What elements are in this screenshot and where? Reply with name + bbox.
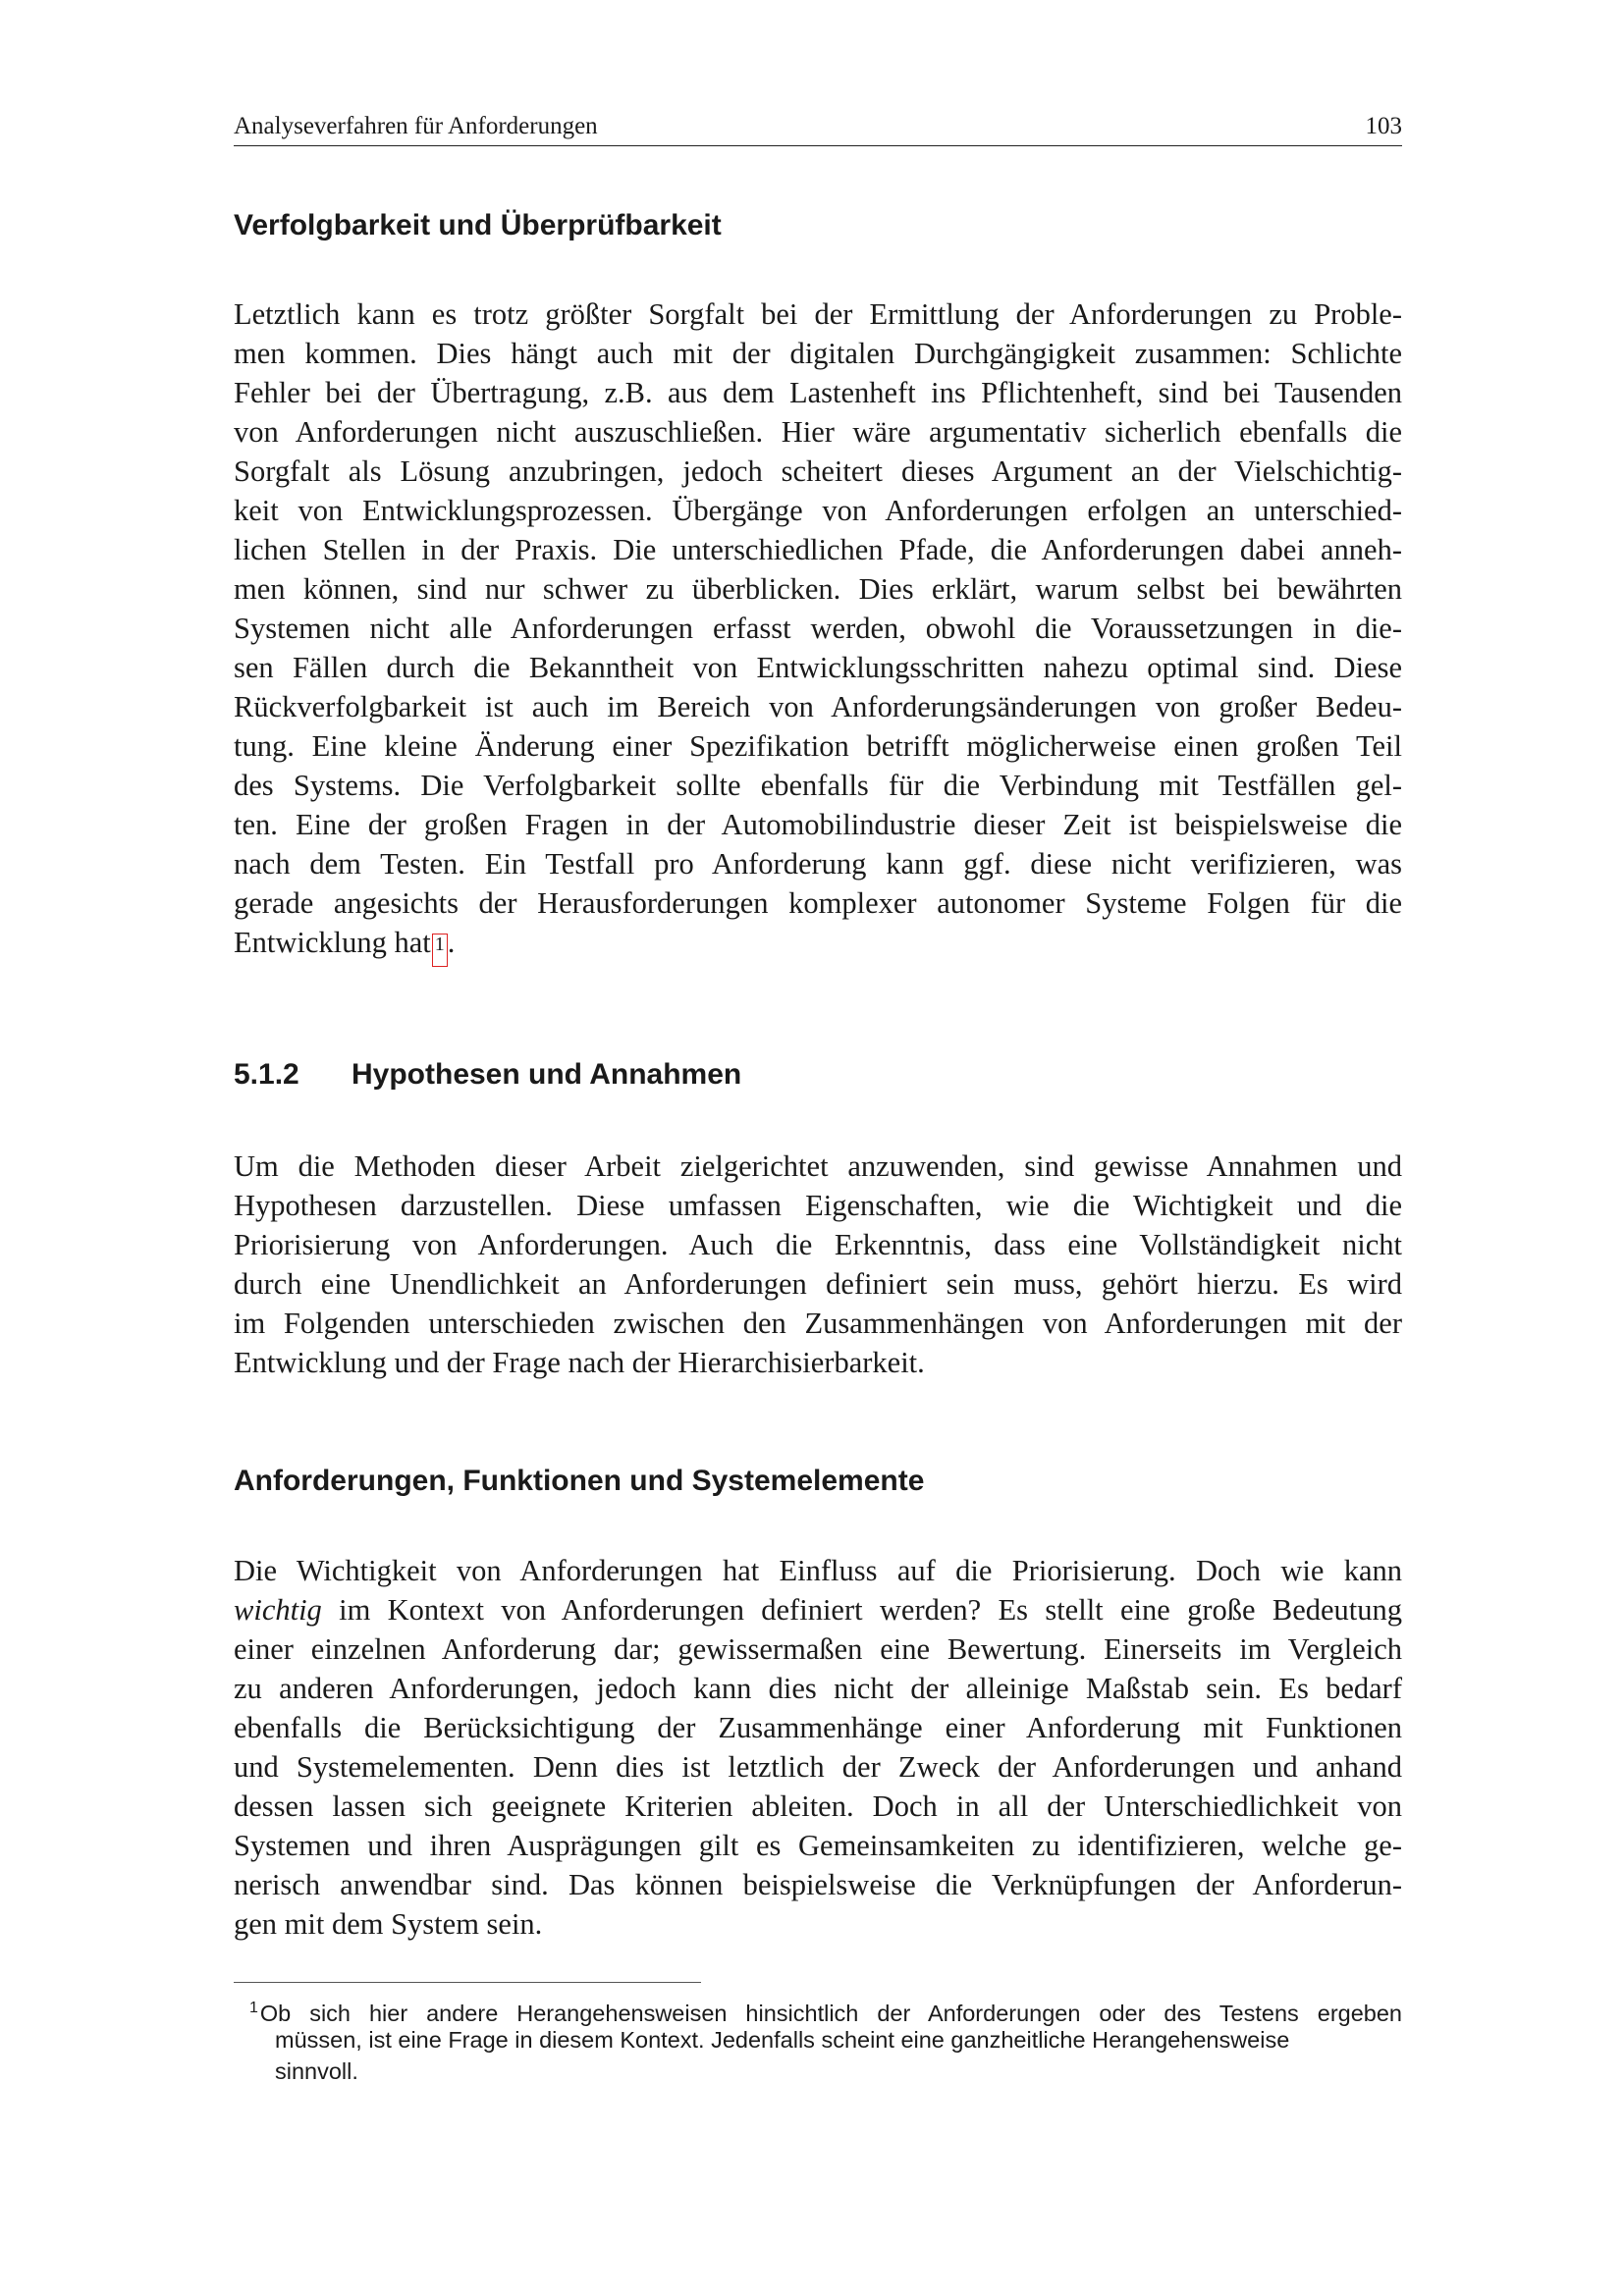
paragraph-line: zu anderen Anforderungen, jedoch kann dies nicht der alleinige Maßstab sein. Es bedarf bbox=[234, 1672, 1402, 1705]
paragraph-line: Hypothesen darzustellen. Diese umfassen Eigenschaften, wie die Wichtigkeit und die bbox=[234, 1189, 1402, 1222]
paragraph-line: einer einzelnen Anforderung dar; gewissermaßen eine Bewertung. Einerseits im Vergleich bbox=[234, 1632, 1402, 1666]
section-heading-verfolgbarkeit: Verfolgbarkeit und Überprüfbarkeit bbox=[234, 209, 722, 241]
paragraph-line: Letztlich kann es trotz größter Sorgfalt bei der Ermittlung der Anforderungen zu Proble- bbox=[234, 297, 1402, 331]
paragraph-line: Systemen nicht alle Anforderungen erfasst werden, obwohl die Voraussetzungen in die- bbox=[234, 612, 1402, 645]
paragraph-line: Sorgfalt als Lösung anzubringen, jedoch scheitert dieses Argument an der Vielschichtig- bbox=[234, 454, 1402, 488]
footnote-mark: 1 bbox=[249, 2000, 258, 2016]
paragraph-line: lichen Stellen in der Praxis. Die unterschiedlichen Pfade, die Anforderungen dabei anneh- bbox=[234, 533, 1402, 566]
footnote-line: müssen, ist eine Frage in diesem Kontext. Jedenfalls scheint eine ganzheitliche Herangehensweise bbox=[275, 2027, 1290, 2053]
paragraph-line: gerade angesichts der Herausforderungen komplexer autonomer Systeme Folgen für die bbox=[234, 886, 1402, 920]
paragraph-line: gen mit dem System sein. bbox=[234, 1907, 543, 1941]
footnote-text: Ob sich hier andere Herangehensweisen hinsichtlich der Anforderungen oder des Testens ergeben bbox=[259, 2001, 1402, 2026]
paragraph-line: ebenfalls die Berücksichtigung der Zusammenhänge einer Anforderung mit Funktionen bbox=[234, 1711, 1402, 1744]
paragraph-line: Entwicklung und der Frage nach der Hierarchisierbarkeit. bbox=[234, 1346, 925, 1379]
paragraph-line: men kommen. Dies hängt auch mit der digitalen Durchgängigkeit zusammen: Schlichte bbox=[234, 337, 1402, 370]
paragraph-line: durch eine Unendlichkeit an Anforderungen definiert sein muss, gehört hierzu. Es wird bbox=[234, 1267, 1402, 1301]
paragraph-line: von Anforderungen nicht auszuschließen. Hier wäre argumentativ sicherlich ebenfalls die bbox=[234, 415, 1402, 449]
paragraph-line: Rückverfolgbarkeit ist auch im Bereich von Anforderungsänderungen von großer Bedeu- bbox=[234, 690, 1402, 723]
paragraph-line: dessen lassen sich geeignete Kriterien ableiten. Doch in all der Unterschiedlichkeit von bbox=[234, 1789, 1402, 1823]
paragraph-line: tung. Eine kleine Änderung einer Spezifikation betrifft möglicherweise einen großen Teil bbox=[234, 729, 1402, 763]
section-heading-anforderungen: Anforderungen, Funktionen und Systemelemente bbox=[234, 1465, 925, 1497]
footnote-divider bbox=[234, 1982, 701, 1983]
last-line-end: . bbox=[447, 926, 456, 959]
paragraph-line-with-emphasis bbox=[234, 1590, 1402, 1629]
footnote-reference-link[interactable]: 1 bbox=[432, 934, 448, 967]
paragraph-verfolgbarkeit bbox=[234, 294, 1402, 962]
last-line-text: Entwicklung hat bbox=[234, 926, 431, 959]
paragraph-line: sen Fällen durch die Bekanntheit von Entwicklungsschritten nahezu optimal sind. Diese bbox=[234, 651, 1402, 684]
subsection-heading-hypothesen bbox=[234, 1057, 741, 1093]
section-number: 5.1.2 bbox=[234, 1058, 299, 1091]
running-title: Analyseverfahren für Anforderungen bbox=[234, 113, 598, 139]
paragraph-line-rest: im Kontext von Anforderungen definiert werden? Es stellt eine große Bedeutung bbox=[321, 1593, 1402, 1627]
paragraph-line: und Systemelementen. Denn dies ist letztlich der Zweck der Anforderungen und anhand bbox=[234, 1750, 1402, 1784]
paragraph-line: Die Wichtigkeit von Anforderungen hat Einfluss auf die Priorisierung. Doch wie kann bbox=[234, 1554, 1402, 1587]
paragraph-line: nach dem Testen. Ein Testfall pro Anforderung kann ggf. diese nicht verifizieren, was bbox=[234, 847, 1402, 881]
emphasis-wichtig: wichtig bbox=[234, 1593, 322, 1627]
section-title: Hypothesen und Annahmen bbox=[352, 1058, 742, 1091]
paragraph-line: Um die Methoden dieser Arbeit zielgerichtet anzuwenden, sind gewisse Annahmen und bbox=[234, 1149, 1402, 1183]
paragraph-last-line bbox=[234, 923, 1402, 962]
paragraph-line: Priorisierung von Anforderungen. Auch die Erkenntnis, dass eine Vollständigkeit nicht bbox=[234, 1228, 1402, 1261]
paragraph-anforderungen bbox=[234, 1551, 1402, 1944]
paragraph-line: nerisch anwendbar sind. Das können beispielsweise die Verknüpfungen der Anforderun- bbox=[234, 1868, 1402, 1901]
paragraph-line: im Folgenden unterschieden zwischen den Zusammenhängen von Anforderungen mit der bbox=[234, 1307, 1402, 1340]
paragraph-line: men können, sind nur schwer zu überblicken. Dies erklärt, warum selbst bei bewährten bbox=[234, 572, 1402, 606]
paragraph-hypothesen bbox=[234, 1147, 1402, 1382]
footnote-line: sinnvoll. bbox=[275, 2058, 358, 2084]
paragraph-line: Systemen und ihren Ausprägungen gilt es Gemeinsamkeiten zu identifizieren, welche ge- bbox=[234, 1829, 1402, 1862]
paragraph-line: ten. Eine der großen Fragen in der Automobilindustrie dieser Zeit ist beispielsweise die bbox=[234, 808, 1402, 841]
running-header bbox=[234, 112, 1402, 146]
footnote bbox=[249, 1993, 1402, 2087]
paragraph-line: Fehler bei der Übertragung, z.B. aus dem Lastenheft ins Pflichtenheft, sind bei Tausenden bbox=[234, 376, 1402, 409]
footnote-line bbox=[249, 1993, 1402, 2024]
paragraph-line: keit von Entwicklungsprozessen. Übergänge von Anforderungen erfolgen an unterschied- bbox=[234, 494, 1402, 527]
page-number: 103 bbox=[1365, 113, 1402, 139]
paragraph-line: des Systems. Die Verfolgbarkeit sollte ebenfalls für die Verbindung mit Testfällen gel- bbox=[234, 769, 1402, 802]
